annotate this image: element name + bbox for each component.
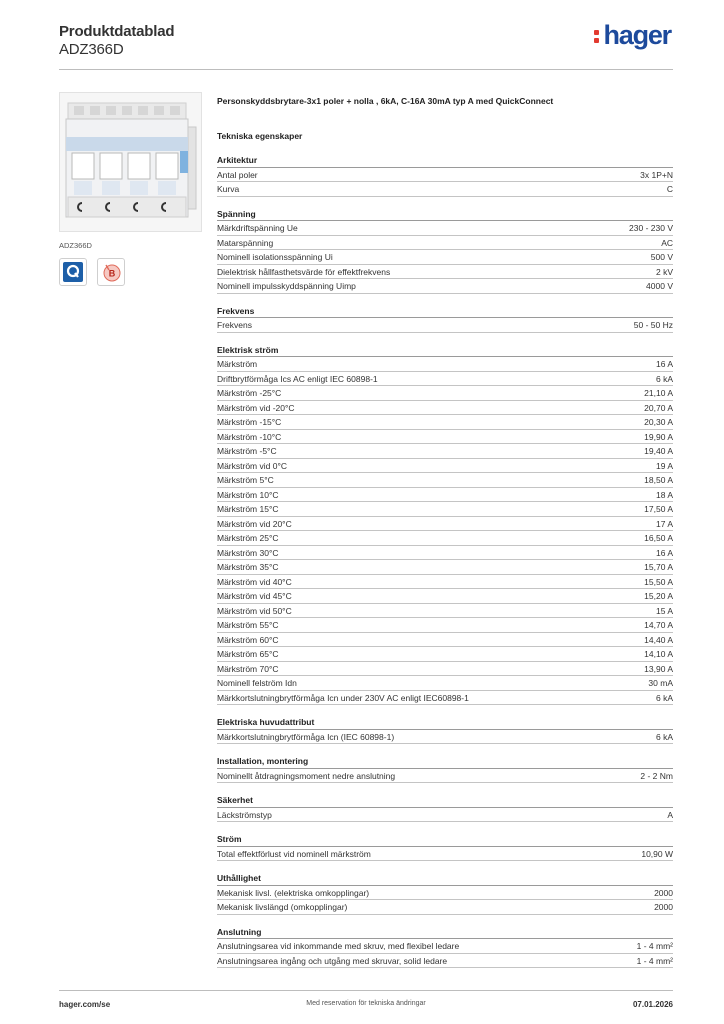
spec-label: Märkström vid 45°C [217,591,292,601]
footer-date: 07.01.2026 [632,1000,673,1009]
spec-label: Märkström -5°C [217,446,277,456]
spec-label: Märkström 35°C [217,562,279,572]
spec-value: 16 A [655,359,673,369]
spec-value: 14,40 A [644,634,673,645]
section-title: Arkitektur [217,153,673,168]
spec-value: 6 kA [655,692,673,703]
spec-value: 20,30 A [644,417,673,427]
spec-value: 21,10 A [644,388,673,398]
spec-value: AC [661,237,673,248]
spec-value: 19,40 A [644,446,673,456]
spec-value: 17,50 A [644,504,673,514]
spec-label: Märkström 5°C [217,475,274,485]
spec-label: Dielektrisk hållfasthetsvärde för effektfrekvens [217,266,391,277]
spec-label: Mekanisk livsl. (elektriska omkopplingar) [217,887,370,898]
spec-label: Märkkortslutningbrytförmåga Icn (IEC 60898-1) [217,731,395,742]
spec-label: Märkström 60°C [217,634,279,645]
spec-label: Läckströmstyp [217,809,272,820]
spec-label: Total effektförlust vid nominell märkström [217,848,371,859]
halogen-free-badge-icon [97,258,125,286]
spec-row [217,372,673,387]
spec-row [217,676,673,691]
spec-label: Anslutningsarea ingång och utgång med skruvar, solid ledare [217,955,448,966]
spec-value: 500 V [650,252,673,262]
spec-row [217,318,673,333]
spec-row [217,265,673,280]
spec-row [217,473,673,488]
spec-row [217,221,673,236]
spec-label: Märkström vid 50°C [217,605,292,616]
spec-value: 230 - 230 V [629,223,673,233]
footer-website: hager.com/se [59,1000,111,1009]
spec-label: Nominellt åtdragningsmoment nedre anslutning [217,770,396,781]
spec-row [217,430,673,445]
spec-value: 16 A [655,547,673,558]
spec-row [217,560,673,575]
quickconnect-badge-icon [59,258,87,286]
spec-row [217,604,673,619]
spec-section [217,871,673,915]
spec-value: 50 - 50 Hz [633,320,673,330]
spec-row [217,386,673,401]
spec-row [217,459,673,474]
spec-label: Nominell isolationsspänning Ui [217,252,333,262]
image-caption: ADZ366D [59,241,92,250]
spec-row [217,589,673,604]
spec-content [217,94,673,968]
spec-value: 2000 [654,887,673,898]
document-title: Produktdatablad [59,23,175,40]
spec-row [217,531,673,546]
logo-dots-icon [594,25,601,45]
spec-value: 14,70 A [644,620,673,630]
svg-text:B: B [108,268,116,279]
spec-label: Märkström vid 40°C [217,576,292,587]
spec-row [217,633,673,648]
spec-label: Anslutningsarea vid inkommande med skruv, med flexibel ledare [217,941,460,951]
spec-label: Märkström -25°C [217,388,282,398]
spec-row [217,900,673,915]
page-footer [59,990,673,1014]
product-image [59,92,202,232]
spec-section [217,925,673,969]
spec-row [217,517,673,532]
spec-section [217,754,673,783]
spec-section [217,153,673,197]
spec-row [217,546,673,561]
spec-value: 18,50 A [644,475,673,485]
spec-row [217,415,673,430]
hager-logo [594,20,671,51]
spec-label: Nominell felström Idn [217,678,297,688]
spec-value: 1 - 4 mm² [636,941,673,951]
certification-badges [59,258,202,286]
spec-row [217,954,673,969]
spec-label: Nominell impulsskyddspänning Uimp [217,281,356,291]
spec-row [217,502,673,517]
spec-label: Märkström vid 20°C [217,518,292,529]
spec-row [217,691,673,706]
spec-label: Märkdriftspänning Ue [217,223,298,233]
spec-row [217,236,673,251]
spec-row [217,575,673,590]
spec-row [217,730,673,745]
rcbo-device-icon [60,93,201,231]
spec-value: 15,70 A [644,562,673,572]
spec-row [217,401,673,416]
section-title: Elektriska huvudattribut [217,715,673,730]
spec-value: 1 - 4 mm² [636,955,673,966]
spec-value: 2000 [654,902,673,912]
spec-value: 4000 V [646,281,673,291]
spec-section [217,343,673,706]
spec-value: 17 A [655,518,673,529]
spec-label: Märkström -10°C [217,431,282,442]
spec-label: Märkkortslutningbrytförmåga Icn under 230V AC enligt IEC60898-1 [217,692,469,703]
spec-row [217,488,673,503]
spec-row [217,647,673,662]
spec-row [217,182,673,197]
product-description: Personskyddsbrytare-3x1 poler + nolla , 6kA, C-16A 30mA typ A med QuickConnect [217,96,554,106]
spec-value: 19,90 A [644,431,673,442]
spec-label: Märkström 15°C [217,504,279,514]
spec-sections [217,153,673,968]
spec-value: C [666,184,673,194]
spec-label: Frekvens [217,320,252,330]
spec-row [217,662,673,677]
spec-label: Märkström 10°C [217,489,279,500]
spec-value: 18 A [655,489,673,500]
spec-value: 10,90 W [641,848,673,859]
spec-value: 2 - 2 Nm [640,770,673,781]
spec-row [217,939,673,954]
spec-label: Märkström 30°C [217,547,279,558]
section-title: Spänning [217,207,673,222]
spec-section [217,715,673,744]
tech-heading: Tekniska egenskaper [217,131,303,141]
spec-value: 14,10 A [644,649,673,659]
spec-row [217,279,673,294]
spec-label: Märkström 65°C [217,649,279,659]
spec-row [217,250,673,265]
spec-value: 15 A [655,605,673,616]
spec-label: Antal poler [217,169,258,180]
spec-label: Märkström 25°C [217,533,279,543]
spec-row [217,618,673,633]
spec-value: 13,90 A [644,663,673,674]
spec-value: A [667,809,673,820]
spec-value: 16,50 A [644,533,673,543]
spec-row [217,769,673,784]
spec-value: 15,20 A [644,591,673,601]
section-title: Säkerhet [217,793,673,808]
page-header [59,20,673,70]
spec-section [217,832,673,861]
spec-value: 19 A [655,460,673,471]
spec-label: Märkström 55°C [217,620,279,630]
product-code: ADZ366D [59,41,124,58]
spec-label: Kurva [217,184,240,194]
logo-text: hager [603,20,671,50]
spec-row [217,847,673,862]
footer-disclaimer: Med reservation för tekniska ändringar [306,1000,426,1007]
spec-label: Mekanisk livslängd (omkopplingar) [217,902,348,912]
spec-section [217,793,673,822]
spec-value: 15,50 A [644,576,673,587]
section-title: Anslutning [217,925,673,940]
spec-row [217,444,673,459]
spec-value: 20,70 A [644,402,673,413]
spec-label: Matarspänning [217,237,274,248]
spec-label: Märkström 70°C [217,663,279,674]
spec-value: 6 kA [655,731,673,742]
spec-value: 3x 1P+N [640,169,673,180]
spec-label: Märkström [217,359,258,369]
left-column [59,92,202,286]
spec-row [217,808,673,823]
spec-value: 2 kV [655,266,673,277]
spec-section [217,207,673,294]
section-title: Installation, montering [217,754,673,769]
spec-value: 6 kA [655,373,673,384]
spec-label: Märkström vid -20°C [217,402,295,413]
spec-label: Driftbrytförmåga Ics AC enligt IEC 60898-1 [217,373,378,384]
spec-row [217,357,673,372]
section-title: Uthållighet [217,871,673,886]
section-title: Elektrisk ström [217,343,673,358]
spec-value: 30 mA [648,678,673,688]
section-title: Ström [217,832,673,847]
spec-row [217,886,673,901]
spec-row [217,168,673,183]
spec-section [217,304,673,333]
spec-label: Märkström -15°C [217,417,282,427]
section-title: Frekvens [217,304,673,319]
spec-label: Märkström vid 0°C [217,460,287,471]
